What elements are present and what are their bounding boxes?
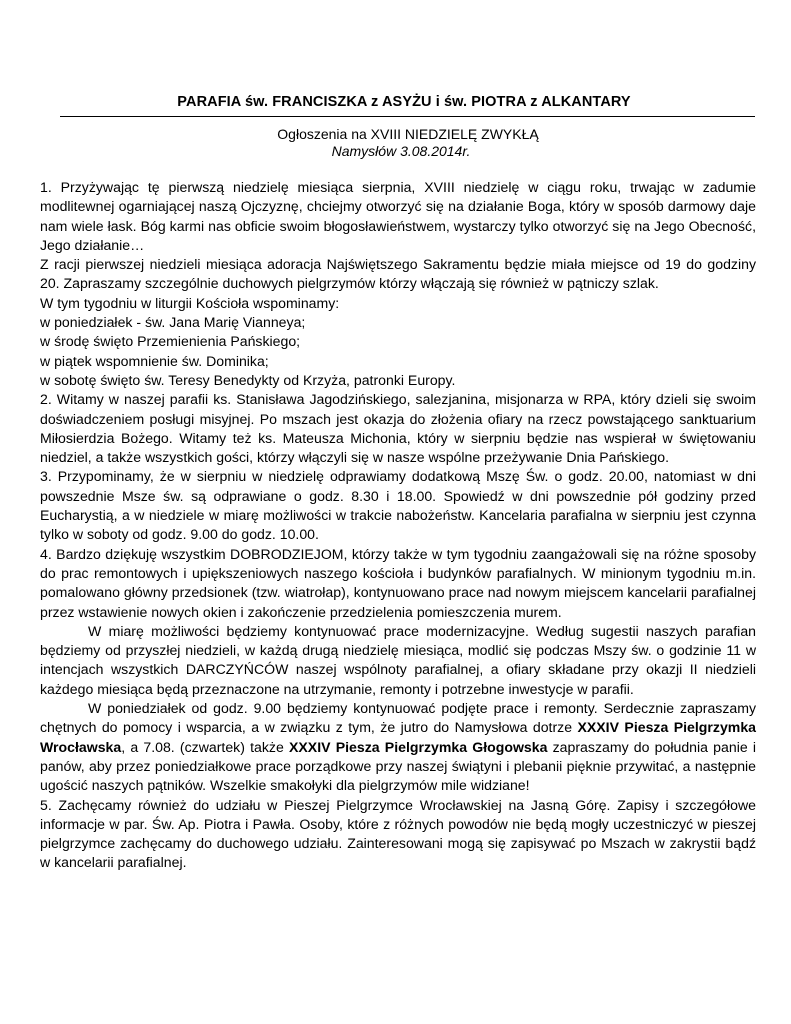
paragraph-2: 2. Witamy w naszej parafii ks. Stanisława Jagodzińskiego, salezjanina, misjonarza w RPA, który dzieli się swoim doświadczeniem posługi misyjnej. Po mszach jest okazja do złożenia ofiary na rzecz powstającego sanktuarium Miłosierdzia Bożego. Witamy też ks. Mateusza Michonia, który w sierpniu będzie nas wspierał w świętowaniu niedziel, a także wszystkich gości, którzy włączyli się w nasze wspólne przeżywanie Dnia Pańskiego. [40,391,756,466]
pilgrimage-text-a: W poniedziałek od godz. 9.00 będziemy kontynuować podjęte prace i remonty. Serdecznie zapraszamy chętnych do pomocy i wsparcia, a w związku z tym, że jutro do Namysłowa dotrze [40,700,756,736]
announcement-subtitle: Ogłoszenia na XVIII NIEDZIELĘ ZWYKŁĄ [277,126,539,142]
title-divider [60,116,755,117]
liturgy-intro: W tym tygodniu w liturgii Kościoła wspominamy: [40,294,340,311]
pilgrimage-text-c: , a 7.08. (czwartek) także [121,738,289,755]
liturgy-item-saturday: w sobotę święto św. Teresy Benedykty od Krzyża, patronki Europy. [40,371,456,388]
paragraph-1: 1. Przyżywając tę pierwszą niedzielę miesiąca sierpnia, XVIII niedzielę w ciągu roku, trwając w zadumie modlitewnej ogarniającej naszą Ojczyznę, chciejmy otworzyć się na działanie Boga, który w sposób darmowy daje nam wiele łask. Bóg karmi nas obficie swoim błogosławieństwem, wystarczy tylko otworzyć się na Jego Obecność, Jego działanie… [40,179,756,253]
announcement-body [40,178,756,873]
pilgrimage-wroclaw: XXXIV Piesza Pielgrzymka Wrocławska [40,719,756,755]
pilgrimage-text-e: zapraszamy do południa panie i panów, aby przez poniedziałkowe prace porządkowe przy naszej świątyni i plebanii pięknie przywitać, a następnie ugościć naszych pątników. Wszelkie smakołyki dla pielgrzymów mile widziane! [40,738,756,794]
parish-title: PARAFIA św. FRANCISZKA z ASYŻU i św. PIOTRA z ALKANTARY [177,94,631,110]
liturgy-item-wednesday: w środę święto Przemienienia Pańskiego; [40,333,301,350]
announcement-date: Namysłów 3.08.2014r. [331,143,471,159]
paragraph-adoration: Z racji pierwszej niedzieli miesiąca adoracja Najświętszego Sakramentu będzie miała miejsce od 19 do godziny 20. Zapraszamy szczególnie duchowych pielgrzymów którzy włączają się również w pątniczy szlak. [40,256,756,292]
liturgy-item-friday: w piątek wspomnienie św. Dominika; [40,352,269,369]
pilgrimage-glogow: XXXIV Piesza Pielgrzymka Głogowska [289,738,548,755]
paragraph-3: 3. Przypominamy, że w sierpniu w niedzielę odprawiamy dodatkową Mszę Św. o godz. 20.00, natomiast w dni powszednie Msze św. są odprawiane o godz. 8.30 i 18.00. Spowiedź w dni powszednie pół godziny przed Eucharystią, a w niedziele w miarę możliwości w trakcie nabożeństw. Kancelaria parafialna w sierpniu jest czynna tylko w soboty od godz. 9.00 do godz. 10.00. [40,468,756,543]
paragraph-modernization: W miarę możliwości będziemy kontynuować prace modernizacyjne. Według sugestii naszych parafian będziemy od przyszłej niedzieli, w każdą drugą niedzielę miesiąca, modlić się podczas Mszy św. o godzinie 11 w intencjach wszystkich DARCZYŃCÓW naszej wspólnoty parafialnej, a ofiary składane przy okazji II niedzieli każdego miesiąca będą przeznaczone na utrzymanie, remonty i potrzebne inwestycje w parafii. [40,622,756,697]
paragraph-4: 4. Bardzo dziękuję wszystkim DOBRODZIEJOM, którzy także w tym tygodniu zaangażowali się na różne sposoby do prac remontowych i upiększeniowych naszego kościoła i budynków parafialnych. W minionym tygodniu m.in. pomalowano główny przedsionek (tzw. wiatrołap), kontynuowano prace nad nowym miejscem kancelarii parafialnej przez wstawienie nowych okien i zakończenie przedzielenia pomieszczenia murem. [40,545,756,620]
paragraph-pilgrimage [40,699,756,795]
paragraph-5: 5. Zachęcamy również do udziału w Pieszej Pielgrzymce Wrocławskiej na Jasną Górę. Zapisy i szczegółowe informacje w par. Św. Ap. Piotra i Pawła. Osoby, które z różnych powodów nie będą mogły uczestniczyć w pieszej pielgrzymce zachęcamy do duchowego udziału. Zainteresowani mogą się zapisywać po Mszach w zakrystii bądź w kancelarii parafialnej. [40,796,756,871]
liturgy-item-monday: w poniedziałek - św. Jana Marię Vianneya; [40,314,306,331]
